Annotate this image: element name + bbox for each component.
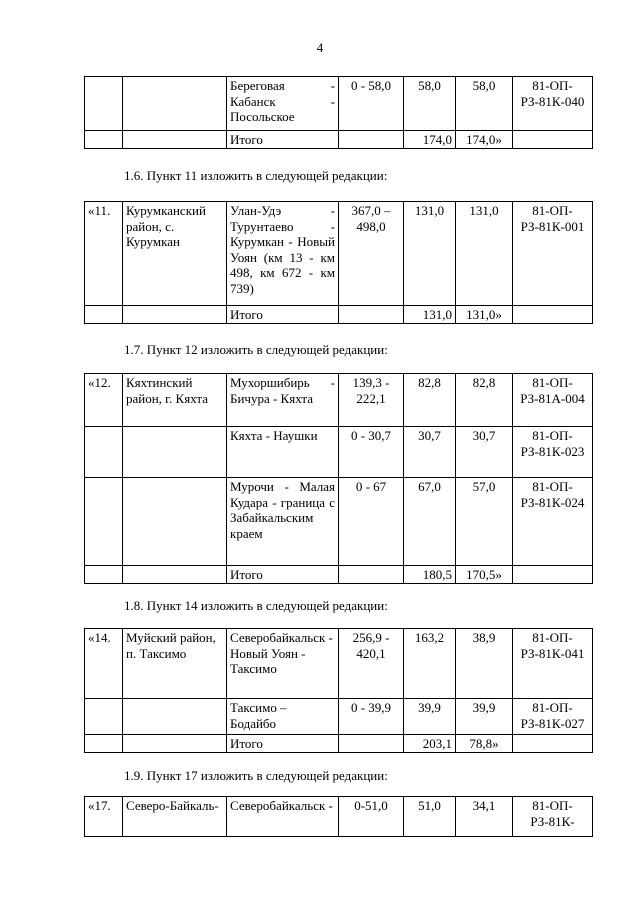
- cell-route: Итого: [227, 306, 339, 324]
- cell-length: 131,0: [404, 306, 456, 324]
- cell-length: 163,2: [404, 629, 456, 699]
- cell-included: 30,7: [456, 427, 513, 478]
- table-row-total: [85, 131, 593, 149]
- cell-length: 203,1: [404, 735, 456, 753]
- cell-length: 58,0: [404, 77, 456, 131]
- table-row: [85, 478, 593, 566]
- cell-number: [85, 131, 123, 149]
- cell-number: [85, 306, 123, 324]
- cell-length: 82,8: [404, 374, 456, 427]
- table-row-total: [85, 735, 593, 753]
- cell-length: 131,0: [404, 202, 456, 306]
- table-row: [85, 629, 593, 699]
- cell-route: Улан-Удэ - Турунтаево - Курумкан - Новый Уоян (км 13 - км 498, км 672 - км 739): [227, 202, 339, 306]
- table-row-total: [85, 566, 593, 584]
- cell-district: Курумканский район, с. Курумкан: [123, 202, 227, 306]
- table-row-total: [85, 306, 593, 324]
- cell-included: 82,8: [456, 374, 513, 427]
- cell-road-id: 81-ОП-РЗ-81А-004: [513, 374, 593, 427]
- cell-district: [123, 566, 227, 584]
- cell-included: 38,9: [456, 629, 513, 699]
- section-heading: 1.6. Пункт 11 изложить в следующей редакции:: [124, 168, 388, 183]
- cell-included: 174,0»: [456, 131, 513, 149]
- roads-table-item-14: [84, 628, 593, 753]
- cell-road-id: 81-ОП-РЗ-81К-040: [513, 77, 593, 131]
- cell-km: [339, 131, 404, 149]
- table-row: [85, 202, 593, 306]
- cell-number: [85, 478, 123, 566]
- cell-length: 67,0: [404, 478, 456, 566]
- cell-number: [85, 566, 123, 584]
- cell-district: [123, 735, 227, 753]
- cell-district: [123, 427, 227, 478]
- table-row: [85, 699, 593, 735]
- cell-route: Итого: [227, 566, 339, 584]
- cell-road-id: 81-ОП-РЗ-81К-041: [513, 629, 593, 699]
- cell-included: 34,1: [456, 797, 513, 837]
- cell-route: Таксимо – Бодайбо: [227, 699, 339, 735]
- cell-included: 131,0: [456, 202, 513, 306]
- cell-number: «12.: [85, 374, 123, 427]
- cell-road-id: [513, 306, 593, 324]
- cell-route: Итого: [227, 735, 339, 753]
- cell-district: [123, 77, 227, 131]
- cell-road-id: 81-ОП-РЗ-81К-: [513, 797, 593, 837]
- cell-district: Муйский район, п. Таксимо: [123, 629, 227, 699]
- cell-number: «14.: [85, 629, 123, 699]
- cell-route: Кяхта - Наушки: [227, 427, 339, 478]
- cell-km: 0 - 39,9: [339, 699, 404, 735]
- cell-road-id: [513, 131, 593, 149]
- cell-length: 39,9: [404, 699, 456, 735]
- cell-district: Северо-Байкаль-: [123, 797, 227, 837]
- cell-district: [123, 306, 227, 324]
- cell-district: [123, 699, 227, 735]
- table-row: [85, 427, 593, 478]
- cell-included: 170,5»: [456, 566, 513, 584]
- cell-road-id: 81-ОП-РЗ-81К-027: [513, 699, 593, 735]
- cell-length: 30,7: [404, 427, 456, 478]
- cell-route: Мухоршибирь - Бичура - Кяхта: [227, 374, 339, 427]
- cell-number: «11.: [85, 202, 123, 306]
- section-heading: 1.8. Пункт 14 изложить в следующей редакции:: [124, 598, 388, 613]
- cell-included: 131,0»: [456, 306, 513, 324]
- cell-included: 39,9: [456, 699, 513, 735]
- cell-km: 0 - 30,7: [339, 427, 404, 478]
- cell-route: Итого: [227, 131, 339, 149]
- cell-road-id: 81-ОП-РЗ-81К-023: [513, 427, 593, 478]
- cell-district: [123, 131, 227, 149]
- cell-km: 139,3 - 222,1: [339, 374, 404, 427]
- roads-table-item-17: [84, 796, 593, 837]
- cell-length: 180,5: [404, 566, 456, 584]
- cell-km: 0-51,0: [339, 797, 404, 837]
- cell-district: [123, 478, 227, 566]
- cell-route: Северобайкальск -: [227, 797, 339, 837]
- cell-route: Северобайкальск - Новый Уоян - Таксимо: [227, 629, 339, 699]
- cell-km: 256,9 - 420,1: [339, 629, 404, 699]
- cell-included: 78,8»: [456, 735, 513, 753]
- cell-km: 0 - 58,0: [339, 77, 404, 131]
- page-number: 4: [316, 40, 324, 55]
- cell-district: Кяхтинский район, г. Кяхта: [123, 374, 227, 427]
- cell-number: [85, 735, 123, 753]
- cell-route: Береговая - Кабанск - Посольское: [227, 77, 339, 131]
- cell-included: 58,0: [456, 77, 513, 131]
- cell-road-id: 81-ОП-РЗ-81К-024: [513, 478, 593, 566]
- cell-km: [339, 566, 404, 584]
- cell-route: Мурочи - Малая Кудара - граница с Забайкальским краем: [227, 478, 339, 566]
- roads-table-item-12: [84, 373, 593, 584]
- cell-road-id: [513, 566, 593, 584]
- table-row: [85, 797, 593, 837]
- cell-road-id: 81-ОП-РЗ-81К-001: [513, 202, 593, 306]
- cell-length: 51,0: [404, 797, 456, 837]
- cell-length: 174,0: [404, 131, 456, 149]
- roads-table-continued: [84, 76, 593, 149]
- cell-km: 367,0 – 498,0: [339, 202, 404, 306]
- section-heading: 1.7. Пункт 12 изложить в следующей редакции:: [124, 342, 388, 357]
- cell-km: [339, 306, 404, 324]
- cell-number: «17.: [85, 797, 123, 837]
- table-row: [85, 374, 593, 427]
- cell-number: [85, 699, 123, 735]
- cell-km: [339, 735, 404, 753]
- cell-included: 57,0: [456, 478, 513, 566]
- cell-number: [85, 77, 123, 131]
- cell-number: [85, 427, 123, 478]
- cell-road-id: [513, 735, 593, 753]
- roads-table-item-11: [84, 201, 593, 324]
- table-row: [85, 77, 593, 131]
- cell-km: 0 - 67: [339, 478, 404, 566]
- section-heading: 1.9. Пункт 17 изложить в следующей редакции:: [124, 768, 388, 783]
